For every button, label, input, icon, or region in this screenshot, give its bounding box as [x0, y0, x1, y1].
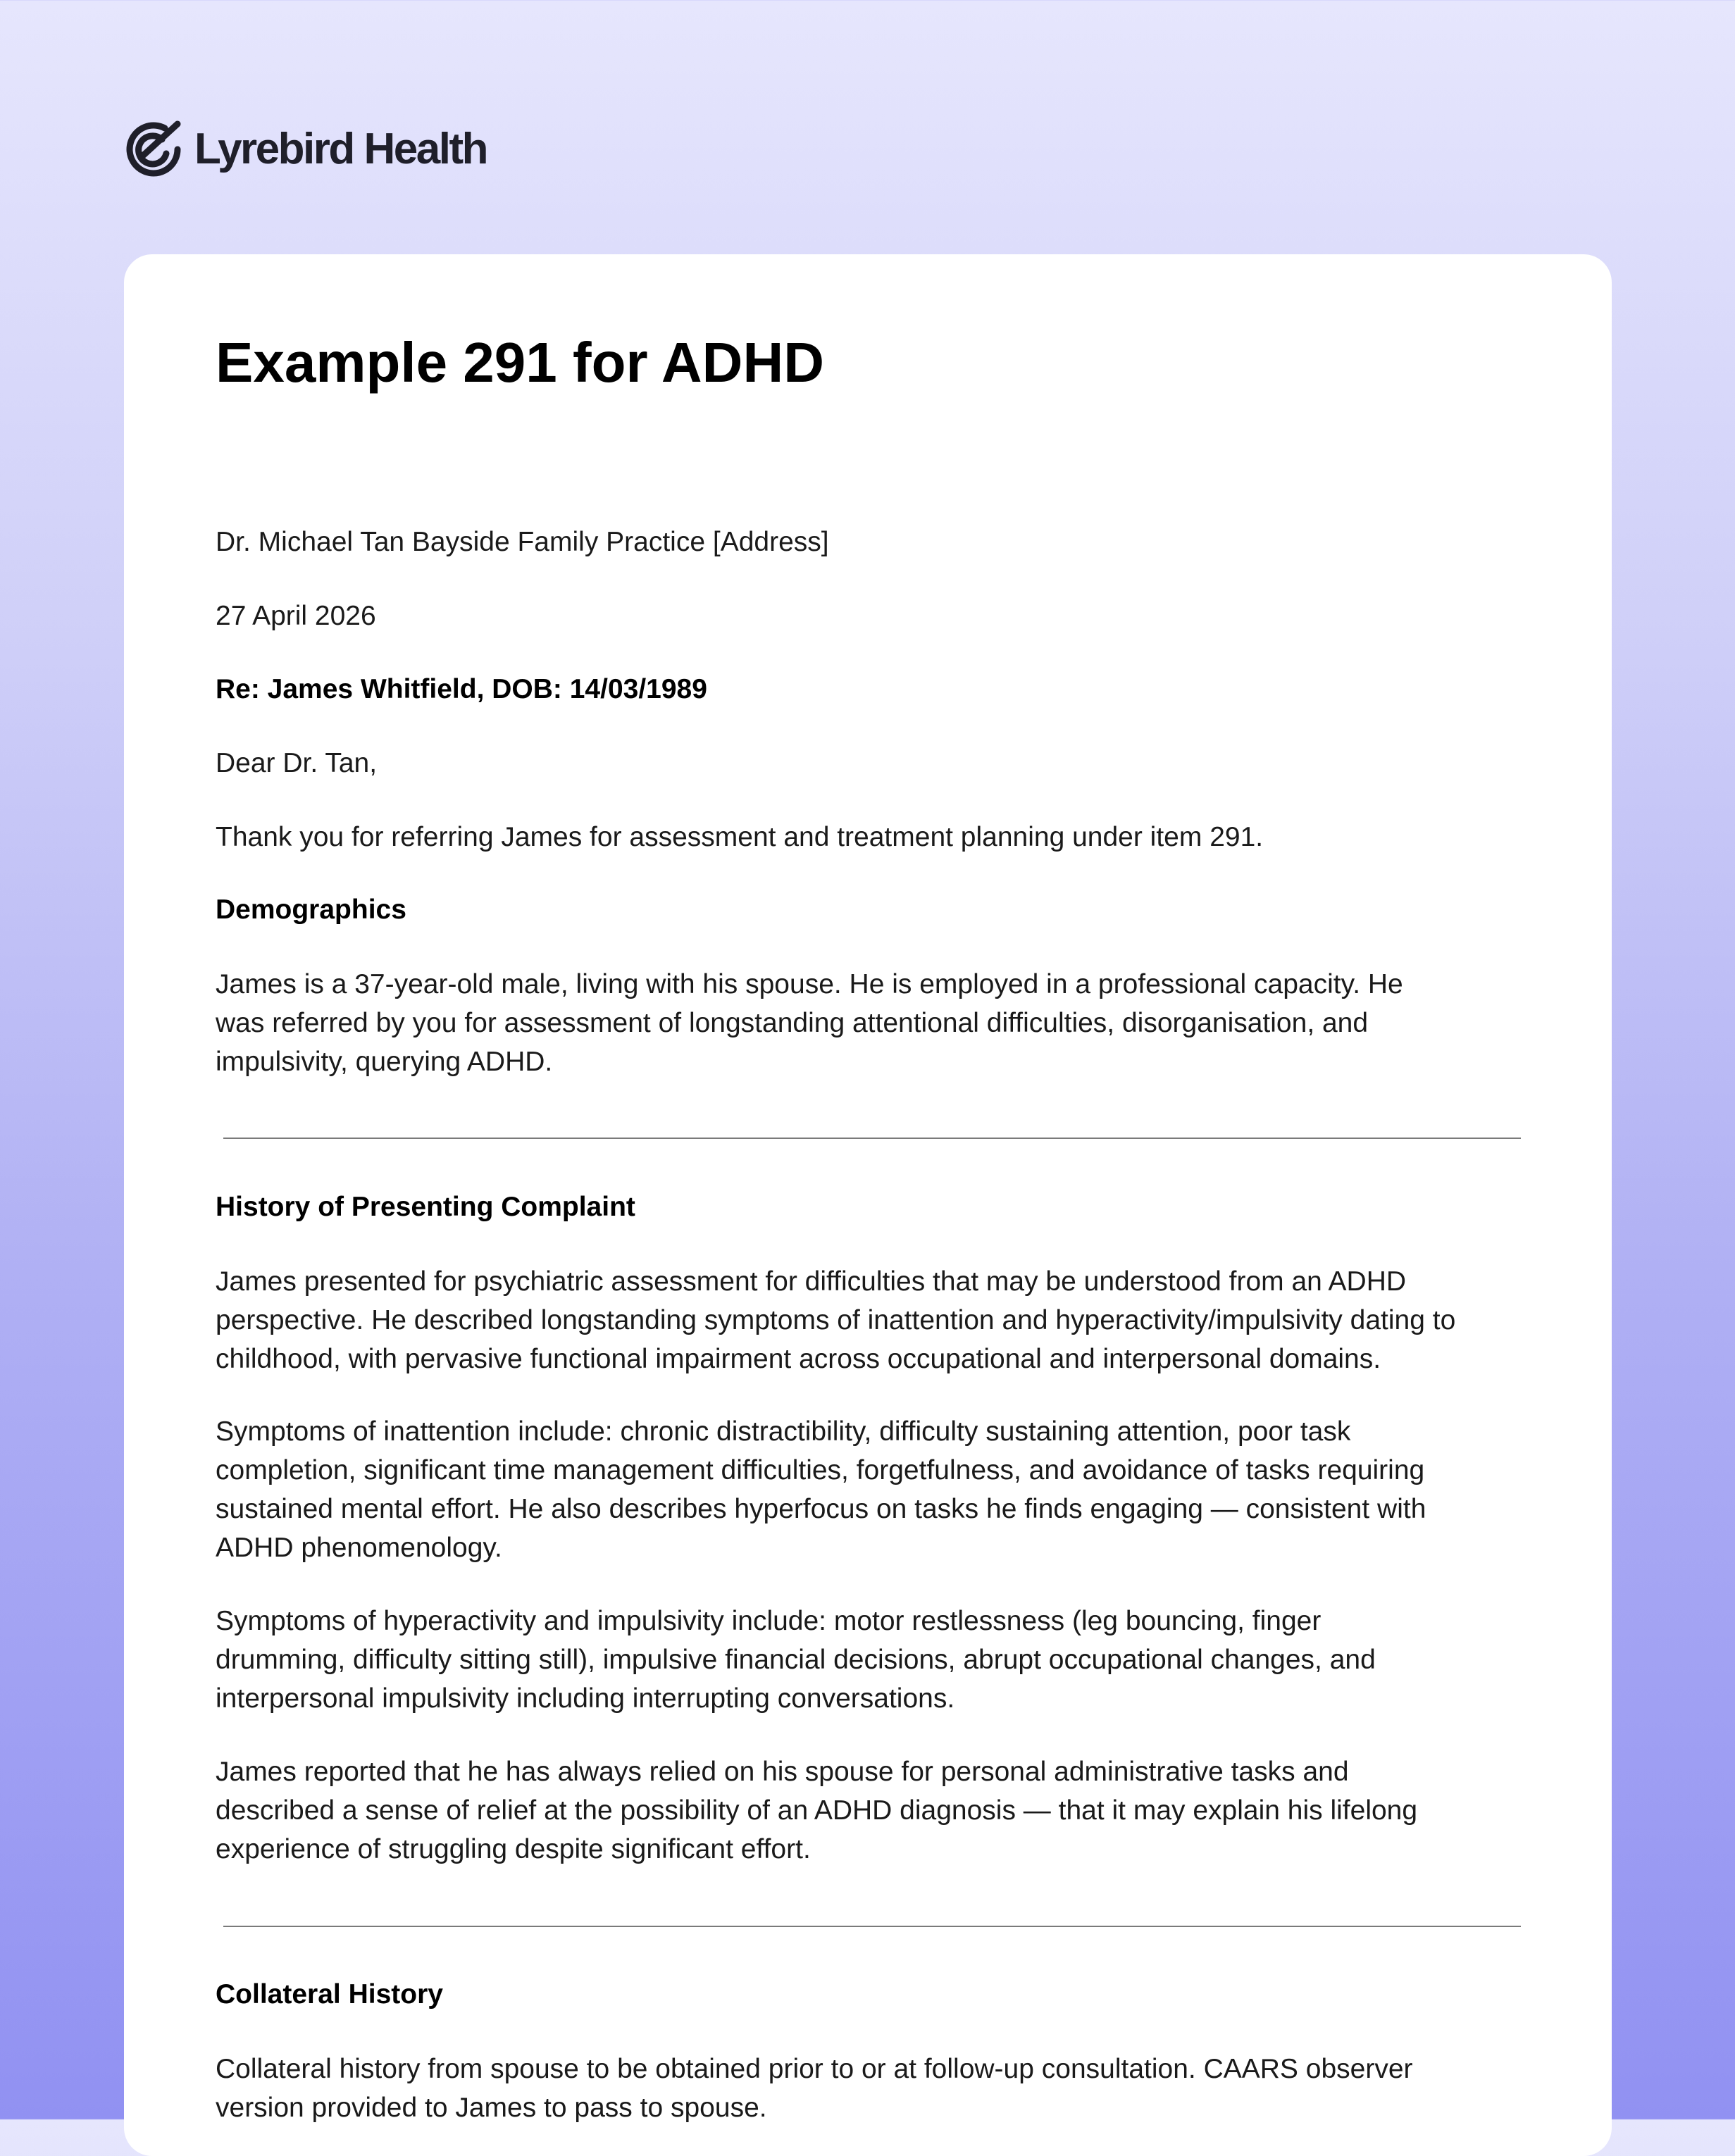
section-divider [223, 1138, 1521, 1139]
paragraph-line: described a sense of relief at the possibility of an ADHD diagnosis — that it may explain his lifelong [216, 1795, 1418, 1826]
paragraph-line: perspective. He described longstanding symptoms of inattention and hyperactivity/impulsivity dating to [216, 1305, 1456, 1335]
intro-paragraph: Thank you for referring James for assessment and treatment planning under item 291. [216, 822, 1264, 852]
paragraph-line: James is a 37-year-old male, living with his spouse. He is employed in a professional capacity. He [216, 969, 1403, 999]
document-card [124, 254, 1612, 2156]
brand-name: Lyrebird Health [194, 124, 487, 173]
paragraph-line: impulsivity, querying ADHD. [216, 1047, 553, 1077]
paragraph-line: version provided to James to pass to spouse. [216, 2093, 767, 2123]
re-line: Re: James Whitfield, DOB: 14/03/1989 [216, 674, 707, 704]
lyrebird-logo-icon [121, 118, 183, 179]
section-divider [223, 1926, 1521, 1927]
paragraph-line: Collateral history from spouse to be obtained prior to or at follow-up consultation. CAARS observer [216, 2054, 1413, 2084]
paragraph-line: James presented for psychiatric assessment for difficulties that may be understood from an ADHD [216, 1266, 1407, 1297]
paragraph-line: Symptoms of inattention include: chronic distractibility, difficulty sustaining attention, poor task [216, 1416, 1351, 1447]
paragraph-line: interpersonal impulsivity including interrupting conversations. [216, 1683, 955, 1714]
salutation: Dear Dr. Tan, [216, 748, 378, 778]
letter-date: 27 April 2026 [216, 601, 376, 631]
section-heading-collateral: Collateral History [216, 1979, 443, 2009]
recipient-line: Dr. Michael Tan Bayside Family Practice [Address] [216, 527, 829, 557]
paragraph-line: drumming, difficulty sitting still), impulsive financial decisions, abrupt occupational changes, and [216, 1645, 1376, 1675]
section-heading-history: History of Presenting Complaint [216, 1192, 635, 1222]
paragraph-line: sustained mental effort. He also describes hyperfocus on tasks he finds engaging — consistent with [216, 1494, 1426, 1524]
paragraph-line: was referred by you for assessment of longstanding attentional difficulties, disorganisation, and [216, 1008, 1369, 1038]
document-title: Example 291 for ADHD [216, 331, 824, 394]
paragraph-line: completion, significant time management difficulties, forgetfulness, and avoidance of tasks requiring [216, 1455, 1425, 1485]
section-heading-demographics: Demographics [216, 895, 406, 925]
paragraph-line: Symptoms of hyperactivity and impulsivity include: motor restlessness (leg bouncing, finger [216, 1606, 1322, 1636]
paragraph-line: James reported that he has always relied on his spouse for personal administrative tasks and [216, 1757, 1349, 1787]
paragraph-line: ADHD phenomenology. [216, 1533, 502, 1563]
paragraph-line: experience of struggling despite significant effort. [216, 1834, 811, 1864]
brand-logo [121, 118, 487, 179]
paragraph-line: childhood, with pervasive functional impairment across occupational and interpersonal domains. [216, 1344, 1381, 1374]
